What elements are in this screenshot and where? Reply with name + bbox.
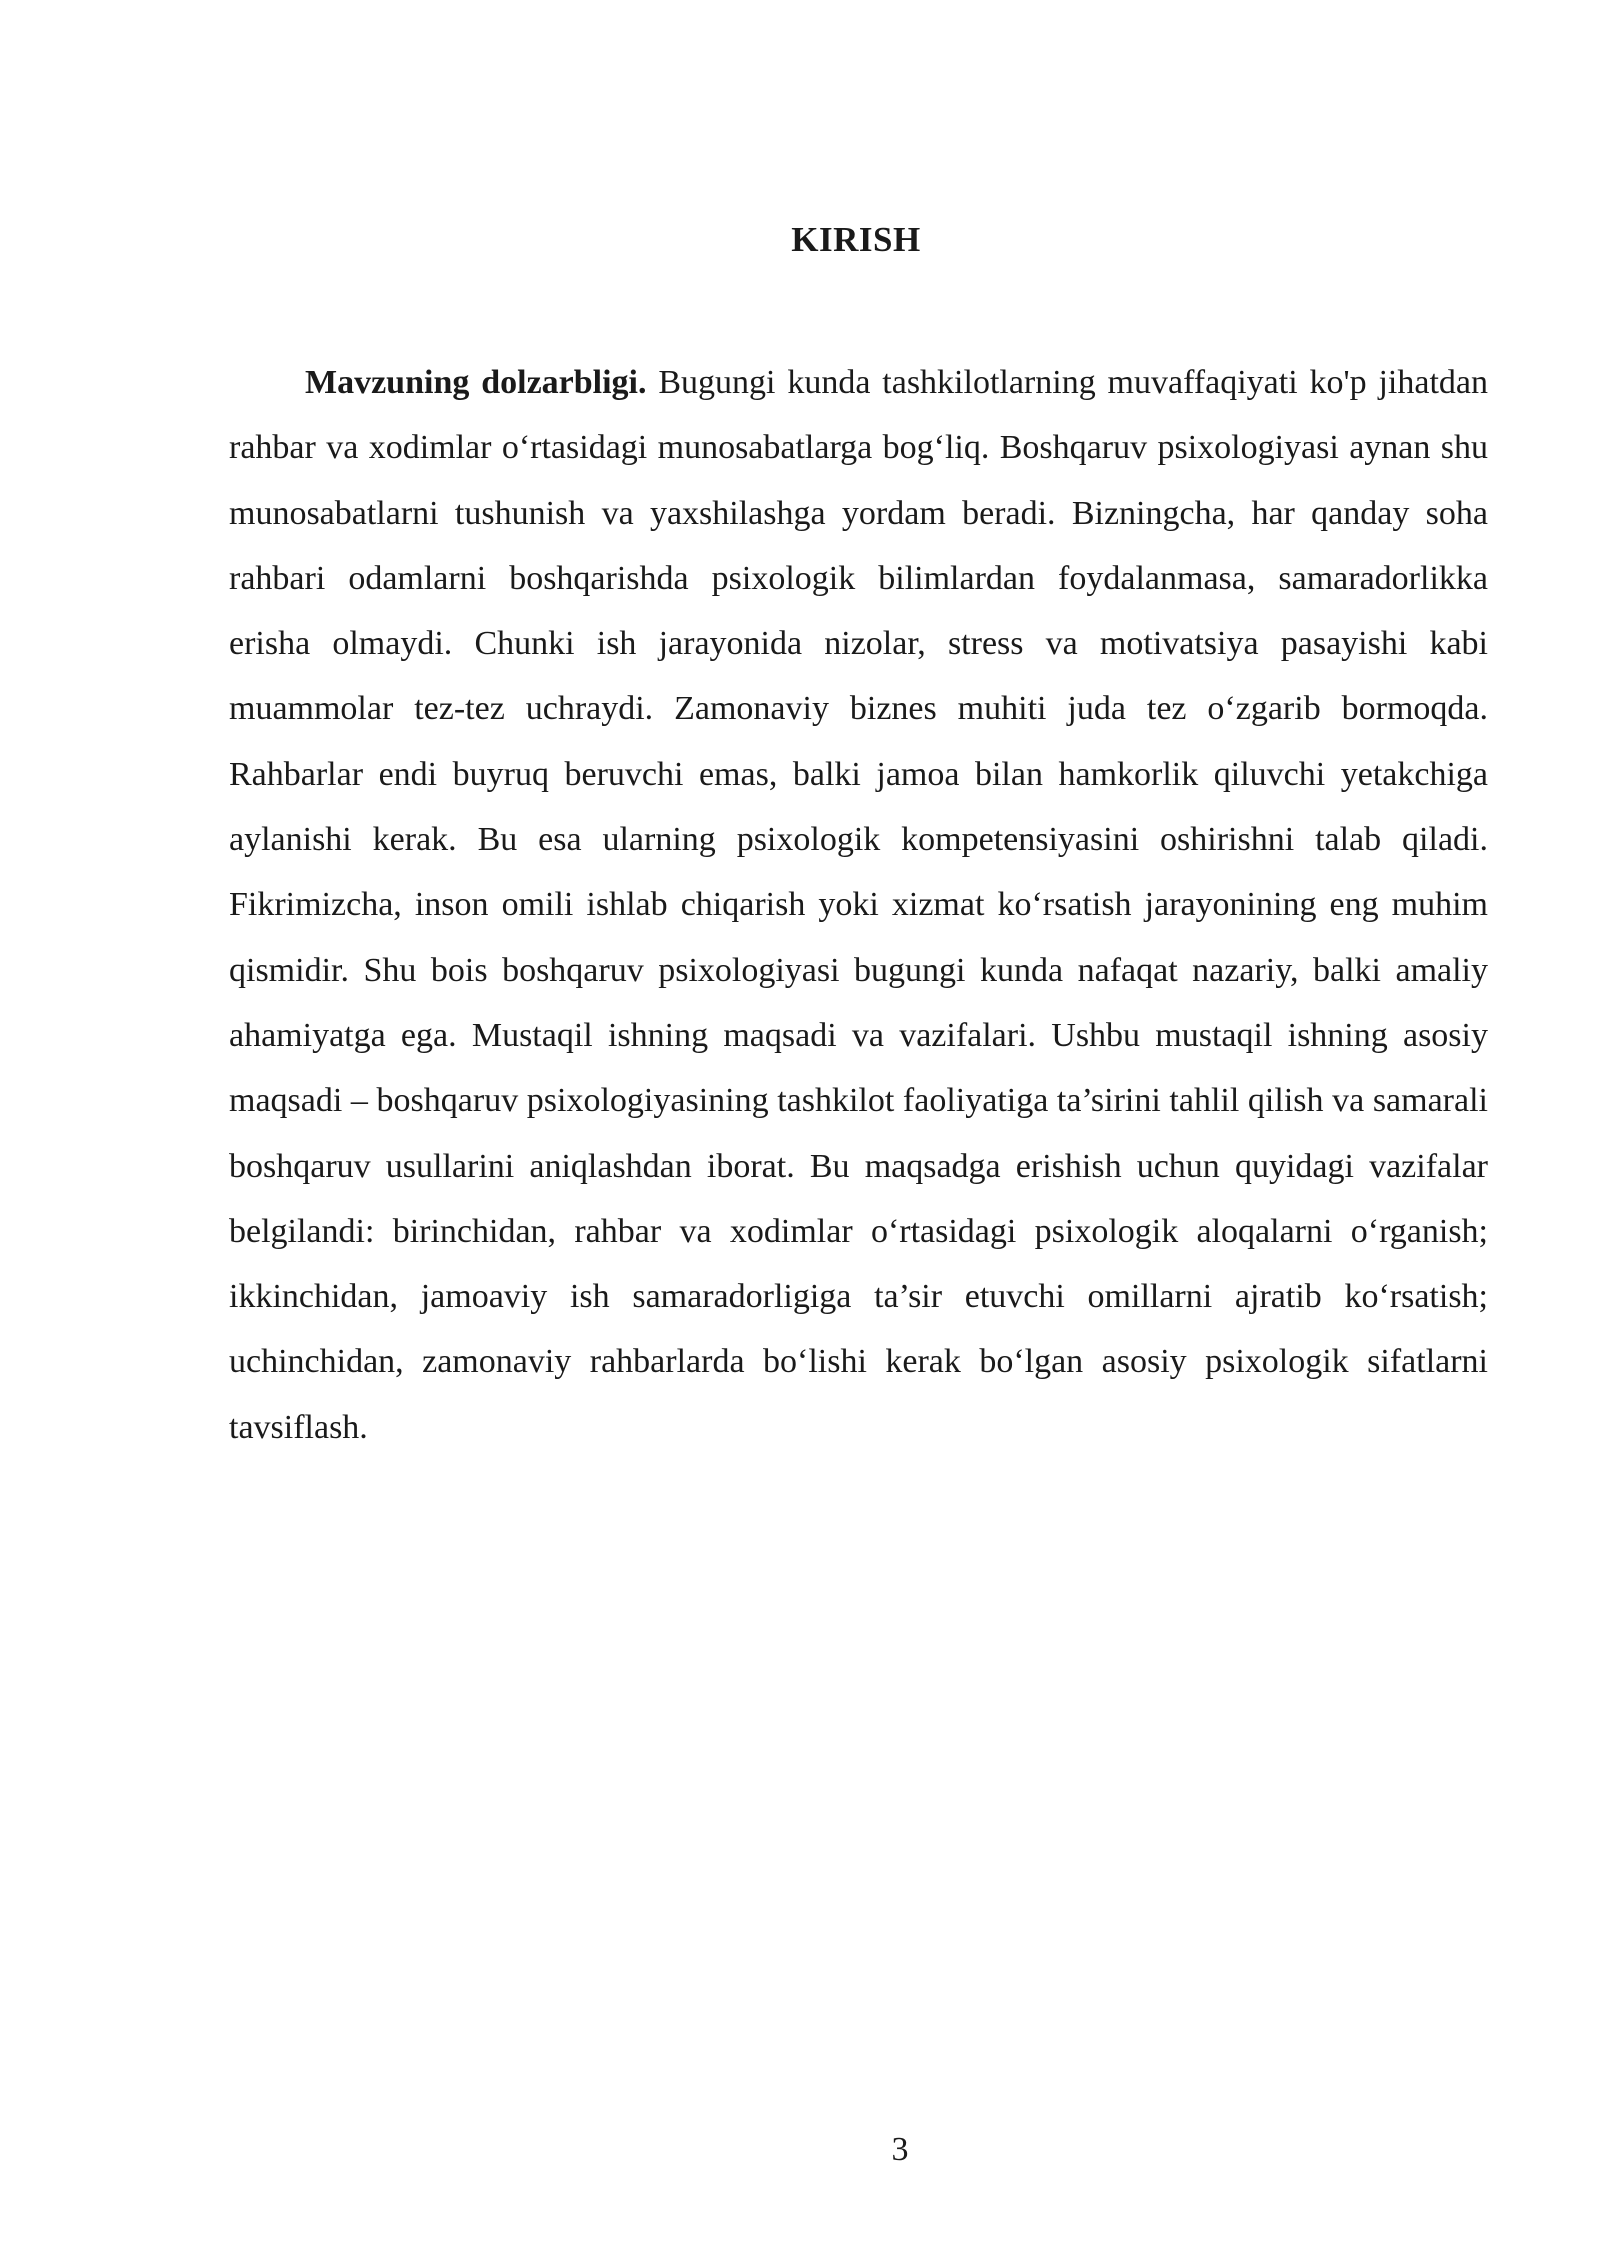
page-number: 3 xyxy=(891,2131,909,2168)
section-heading: KIRISH xyxy=(791,220,921,259)
paragraph-text: Bugungi kunda tashkilotlarning muvaffaqiyati ko'p jihatdan rahbar va xodimlar o‘rtasidagi munosabatlarga bog‘liq. Boshqaruv psixologiyasi aynan shu munosabatlarni tushunish va yaxshilashga yordam beradi. Bizningcha, har qanday soha rahbari odamlarni boshqarishda psixologik bilimlardan foydalanmasa, samaradorlikka erisha olmaydi. Chunki ish jarayonida nizolar, stress va motivatsiya pasayishi kabi muammolar tez-tez uchraydi. Zamonaviy biznes muhiti juda tez o‘zgarib bormoqda. Rahbarlar endi buyruq beruvchi emas, balki jamoa bilan hamkorlik qiluvchi yetakchiga aylanishi kerak. Bu esa ularning psixologik kompetensiyasini oshirishni talab qiladi. Fikrimizcha, inson omili ishlab chiqarish yoki xizmat ko‘rsatish jarayonining eng muhim qismidir. Shu bois boshqaruv psixologiyasi bugungi kunda nafaqat nazariy, balki amaliy ahamiyatga ega. Mustaqil ishning maqsadi va vazifalari. Ushbu mustaqil ishning asosiy maqsadi – boshqaruv psixologiyasining tashkilot faoliyatiga ta’sirini tahlil qilish va samarali boshqaruv usullarini aniqlashdan iborat. Bu maqsadga erishish uchun quyidagi vazifalar belgilandi: birinchidan, rahbar va xodimlar o‘rtasidagi psixologik aloqalarni o‘rganish; ikkinchidan, jamoaviy ish samaradorligiga ta’sir etuvchi omillarni ajratib ko‘rsatish; uchinchidan, zamonaviy rahbarlarda bo‘lishi kerak bo‘lgan asosiy psixologik sifatlarni tavsiflash. xyxy=(229,364,1488,1446)
paragraph-lead: Mavzuning dolzarbligi. xyxy=(305,364,647,401)
body-paragraph xyxy=(229,350,1488,1460)
